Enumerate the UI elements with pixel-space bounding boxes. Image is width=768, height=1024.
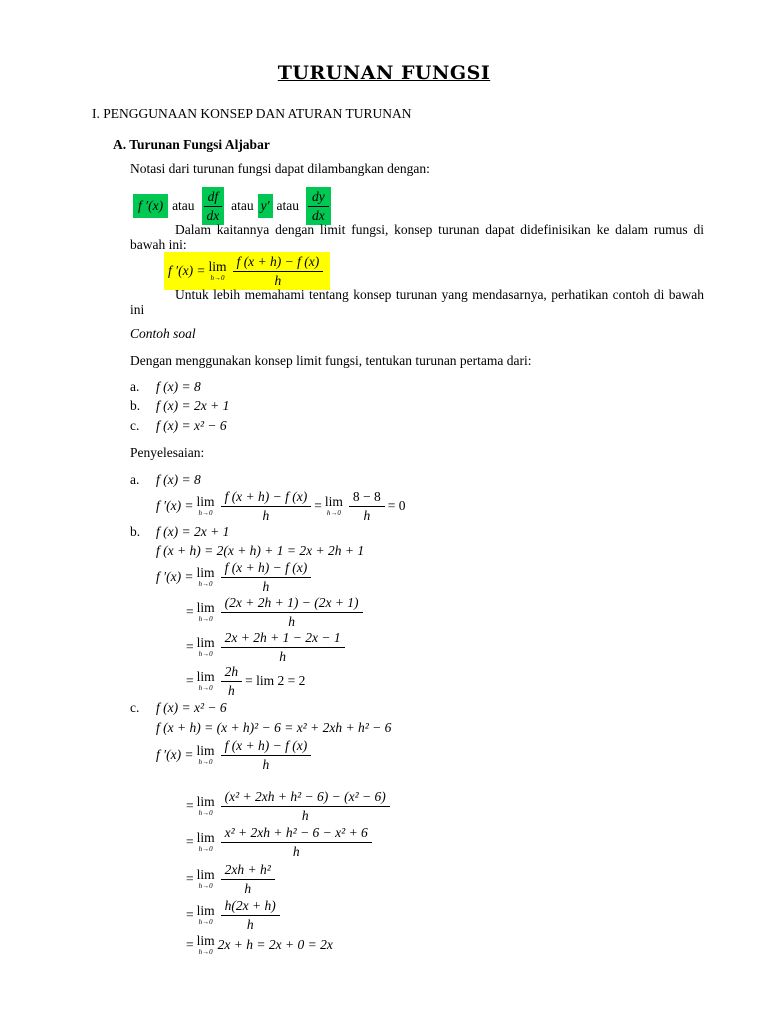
problem-label: b. bbox=[130, 398, 141, 413]
notation-fprime: f ′(x) bbox=[133, 194, 168, 218]
notation-row bbox=[133, 187, 334, 225]
problem-label: c. bbox=[130, 418, 140, 433]
solution-c-step5: = lim h→0 $\frac{h(2x + h)}{h}$ bbox=[186, 898, 283, 932]
notation-yprime: y′ bbox=[258, 194, 273, 218]
atau-2: atau bbox=[231, 198, 254, 214]
definition-fraction: $\frac{f (x + h) - f (x)}{h}$ bbox=[233, 254, 324, 288]
solution-c-step6: = lim h→0 2x + h = 2x + 0 = 2x bbox=[186, 933, 333, 956]
page-title: TURUNAN FUNGSI bbox=[277, 62, 491, 84]
solution-b-step1: f ′(x) = lim h→0 $\frac{f (x + h) - f (x)}{h}$ bbox=[156, 560, 314, 594]
atau-1: atau bbox=[172, 198, 195, 214]
notation-df-dx: $\frac{df}{dx}$ bbox=[202, 187, 225, 225]
definition-formula: f ′(x) = lim h→0 $\frac{f (x + h) - f (x)}{h}$ bbox=[164, 252, 330, 290]
solution-b-step4: = lim h→0 $\frac{2h}{h}$ = lim 2 = 2 bbox=[186, 664, 306, 698]
limit-paragraph: Dalam kaitannya dengan limit fungsi, konsep turunan dapat didefinisikan ke dalam rumus di bawah ini: bbox=[130, 222, 704, 252]
solution-c-fxh: f (x + h) = (x + h)² − 6 = x² + 2xh + h² − 6 bbox=[156, 720, 392, 735]
problem-expr: f (x) = 8 bbox=[156, 379, 201, 394]
lim-operator: lim h→0 bbox=[208, 259, 227, 282]
solution-c-step4: = lim h→0 $\frac{\text{2xh + h²}}{h}$ bbox=[186, 862, 278, 896]
penyelesaian-label: Penyelesaian: bbox=[130, 445, 205, 460]
solution-b-step3: = lim h→0 $\frac{2x + 2h + 1 - 2x - 1}{h}$ bbox=[186, 630, 348, 664]
atau-3: atau bbox=[276, 198, 300, 214]
solution-c-step1: f ′(x) = lim h→0 $\frac{f (x + h) - f (x)}{h}$ bbox=[156, 738, 314, 772]
solution-a-expr: f (x) = 8 bbox=[156, 472, 201, 487]
contoh-soal-label: Contoh soal bbox=[130, 326, 196, 341]
solution-b-label: b. bbox=[130, 524, 141, 539]
solution-b-expr: f (x) = 2x + 1 bbox=[156, 524, 230, 539]
solution-c-step2: = lim h→0 $\frac{\text{(x² + 2xh + h² − 6) − (x² − 6)}}{h}$ bbox=[186, 789, 393, 823]
solution-b-fxh: f (x + h) = 2(x + h) + 1 = 2x + 2h + 1 bbox=[156, 543, 365, 558]
subsection-heading: A. Turunan Fungsi Aljabar bbox=[113, 137, 270, 152]
problem-expr: f (x) = 2x + 1 bbox=[156, 398, 230, 413]
question-text: Dengan menggunakan konsep limit fungsi, tentukan turunan pertama dari: bbox=[130, 353, 532, 368]
solution-a-derivation: f ′(x) = lim h→0 $\frac{f (x + h) - f (x)}{h}$ = lim h→0 $\frac{8 - 8}{h}$ = 0 bbox=[156, 489, 406, 523]
solution-c-step3: = lim h→0 $\frac{\text{x² + 2xh + h² − 6 − x² + 6}}{h}$ bbox=[186, 825, 375, 859]
solution-a-label: a. bbox=[130, 472, 140, 487]
problem-label: a. bbox=[130, 379, 140, 394]
intro-text: Notasi dari turunan fungsi dapat dilambangkan dengan: bbox=[130, 161, 430, 176]
solution-c-expr: f (x) = x² − 6 bbox=[156, 700, 227, 715]
section-heading: I. PENGGUNAAN KONSEP DAN ATURAN TURUNAN bbox=[92, 106, 412, 121]
solution-b-step2: = lim h→0 $\frac{(2x + 2h + 1) - (2x + 1)}{h}$ bbox=[186, 595, 366, 629]
problem-expr: f (x) = x² − 6 bbox=[156, 418, 227, 433]
example-intro-paragraph: Untuk lebih memahami tentang konsep turunan yang mendasarnya, perhatikan contoh di bawah ini bbox=[130, 287, 704, 317]
solution-c-label: c. bbox=[130, 700, 140, 715]
notation-dy-dx: $\frac{dy}{dx}$ bbox=[306, 187, 331, 225]
